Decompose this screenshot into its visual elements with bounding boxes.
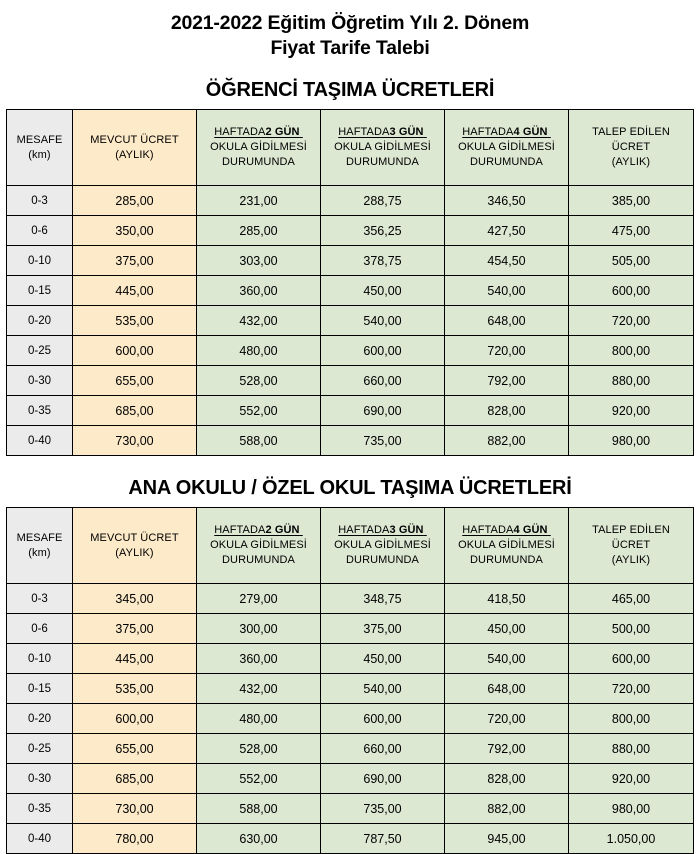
cell-haftada-4-gun: 828,00 bbox=[445, 396, 569, 426]
table-row bbox=[7, 396, 694, 426]
cell-talep-edilen-ucret: 800,00 bbox=[569, 704, 694, 734]
cell-mesafe: 0-15 bbox=[7, 276, 73, 306]
cell-haftada-2-gun: 588,00 bbox=[197, 426, 321, 456]
cell-mevcut-ucret: 350,00 bbox=[73, 216, 197, 246]
cell-mesafe: 0-35 bbox=[7, 396, 73, 426]
table-header-ana-okulu bbox=[7, 508, 694, 584]
cell-haftada-4-gun: 882,00 bbox=[445, 426, 569, 456]
col-header-2gun-trail bbox=[300, 126, 303, 138]
col-header-4gun-strong: 4 GÜN bbox=[513, 126, 548, 138]
header-row bbox=[7, 110, 694, 186]
cell-mesafe: 0-40 bbox=[7, 426, 73, 456]
col-header-2gun-line-1 bbox=[200, 523, 317, 538]
col-header-4gun-line-3: DURUMUNDA bbox=[469, 554, 543, 566]
cell-mesafe: 0-20 bbox=[7, 306, 73, 336]
cell-mesafe: 0-10 bbox=[7, 644, 73, 674]
cell-haftada-4-gun: 792,00 bbox=[445, 734, 569, 764]
table-body-ana-okulu bbox=[7, 584, 694, 854]
cell-talep-edilen-ucret: 500,00 bbox=[569, 614, 694, 644]
cell-haftada-3-gun: 288,75 bbox=[321, 186, 445, 216]
table-row bbox=[7, 366, 694, 396]
cell-mevcut-ucret: 600,00 bbox=[73, 336, 197, 366]
cell-mesafe: 0-25 bbox=[7, 336, 73, 366]
col-header-mevcut-line-1: MEVCUT ÜCRET bbox=[90, 133, 179, 146]
cell-haftada-2-gun: 480,00 bbox=[197, 704, 321, 734]
cell-haftada-2-gun: 279,00 bbox=[197, 584, 321, 614]
cell-haftada-2-gun: 630,00 bbox=[197, 824, 321, 854]
cell-haftada-2-gun: 528,00 bbox=[197, 734, 321, 764]
col-header-haftada-4-gun bbox=[445, 110, 569, 186]
table-row bbox=[7, 824, 694, 854]
cell-mevcut-ucret: 445,00 bbox=[73, 276, 197, 306]
col-header-talep-line-1: TALEP EDİLEN bbox=[592, 126, 670, 138]
col-header-haftada-2-gun bbox=[197, 508, 321, 584]
col-header-4gun-line-2: OKULA GİDİLMESİ bbox=[458, 539, 555, 551]
cell-haftada-3-gun: 690,00 bbox=[321, 764, 445, 794]
section-heading-ana-okulu: ANA OKULU / ÖZEL OKUL TAŞIMA ÜCRETLERİ bbox=[128, 477, 572, 499]
col-header-mesafe-line-1: MESAFE bbox=[16, 133, 63, 146]
table-body-ogrenci bbox=[7, 186, 694, 456]
cell-haftada-3-gun: 540,00 bbox=[321, 674, 445, 704]
cell-haftada-2-gun: 231,00 bbox=[197, 186, 321, 216]
section-heading-ogrenci: ÖĞRENCİ TAŞIMA ÜCRETLERİ bbox=[205, 79, 495, 101]
col-header-2gun-pre: HAFTADA bbox=[214, 524, 266, 536]
cell-talep-edilen-ucret: 920,00 bbox=[569, 764, 694, 794]
cell-haftada-2-gun: 285,00 bbox=[197, 216, 321, 246]
cell-haftada-3-gun: 600,00 bbox=[321, 336, 445, 366]
table-row bbox=[7, 794, 694, 824]
cell-talep-edilen-ucret: 465,00 bbox=[569, 584, 694, 614]
col-header-3gun-line-3: DURUMUNDA bbox=[345, 156, 419, 168]
cell-haftada-4-gun: 720,00 bbox=[445, 704, 569, 734]
col-header-haftada-2-gun bbox=[197, 110, 321, 186]
cell-mevcut-ucret: 655,00 bbox=[73, 734, 197, 764]
col-header-4gun-line-1 bbox=[448, 523, 565, 538]
col-header-2gun-line-1 bbox=[200, 125, 317, 140]
cell-haftada-4-gun: 648,00 bbox=[445, 674, 569, 704]
col-header-haftada-3-gun bbox=[321, 508, 445, 584]
cell-haftada-3-gun: 787,50 bbox=[321, 824, 445, 854]
col-header-3gun-trail bbox=[424, 126, 427, 138]
col-header-haftada-3-gun bbox=[321, 110, 445, 186]
table-row bbox=[7, 734, 694, 764]
cell-talep-edilen-ucret: 600,00 bbox=[569, 276, 694, 306]
cell-haftada-3-gun: 660,00 bbox=[321, 366, 445, 396]
cell-haftada-2-gun: 588,00 bbox=[197, 794, 321, 824]
cell-haftada-4-gun: 792,00 bbox=[445, 366, 569, 396]
cell-haftada-4-gun: 720,00 bbox=[445, 336, 569, 366]
cell-haftada-2-gun: 432,00 bbox=[197, 674, 321, 704]
cell-haftada-3-gun: 660,00 bbox=[321, 734, 445, 764]
col-header-2gun-line-2: OKULA GİDİLMESİ bbox=[210, 141, 307, 153]
cell-haftada-3-gun: 540,00 bbox=[321, 306, 445, 336]
table-wrapper-ogrenci bbox=[0, 109, 700, 456]
cell-talep-edilen-ucret: 980,00 bbox=[569, 426, 694, 456]
header-row bbox=[7, 508, 694, 584]
cell-mevcut-ucret: 345,00 bbox=[73, 584, 197, 614]
col-header-3gun-strong: 3 GÜN bbox=[389, 126, 424, 138]
cell-haftada-4-gun: 828,00 bbox=[445, 764, 569, 794]
table-row bbox=[7, 186, 694, 216]
table-header-ogrenci bbox=[7, 110, 694, 186]
document-title-line-1: 2021-2022 Eğitim Öğretim Yılı 2. Dönem bbox=[170, 12, 530, 34]
col-header-mesafe bbox=[7, 110, 73, 186]
col-header-talep-edilen-ucret bbox=[569, 508, 694, 584]
cell-mesafe: 0-30 bbox=[7, 764, 73, 794]
table-row bbox=[7, 584, 694, 614]
cell-mevcut-ucret: 375,00 bbox=[73, 614, 197, 644]
cell-mesafe: 0-20 bbox=[7, 704, 73, 734]
cell-mesafe: 0-25 bbox=[7, 734, 73, 764]
col-header-mevcut-line-1: MEVCUT ÜCRET bbox=[90, 531, 179, 544]
cell-haftada-2-gun: 303,00 bbox=[197, 246, 321, 276]
cell-haftada-3-gun: 375,00 bbox=[321, 614, 445, 644]
col-header-talep-edilen-ucret bbox=[569, 110, 694, 186]
col-header-2gun-line-2: OKULA GİDİLMESİ bbox=[210, 539, 307, 551]
cell-mesafe: 0-40 bbox=[7, 824, 73, 854]
col-header-4gun-line-2: OKULA GİDİLMESİ bbox=[458, 141, 555, 153]
document-title-line-2: Fiyat Tarife Talebi bbox=[270, 37, 430, 59]
col-header-4gun-strong: 4 GÜN bbox=[513, 524, 548, 536]
cell-haftada-4-gun: 540,00 bbox=[445, 644, 569, 674]
fare-table-ana-okulu bbox=[6, 507, 694, 854]
cell-mevcut-ucret: 375,00 bbox=[73, 246, 197, 276]
col-header-2gun-line-3: DURUMUNDA bbox=[221, 156, 295, 168]
col-header-talep-line-3: (AYLIK) bbox=[611, 554, 651, 566]
cell-haftada-2-gun: 552,00 bbox=[197, 764, 321, 794]
cell-haftada-3-gun: 600,00 bbox=[321, 704, 445, 734]
cell-haftada-3-gun: 735,00 bbox=[321, 794, 445, 824]
cell-haftada-4-gun: 450,00 bbox=[445, 614, 569, 644]
table-row bbox=[7, 246, 694, 276]
col-header-mevcut-ucret bbox=[73, 508, 197, 584]
cell-haftada-3-gun: 690,00 bbox=[321, 396, 445, 426]
col-header-talep-line-2: ÜCRET bbox=[611, 539, 651, 551]
col-header-3gun-line-3: DURUMUNDA bbox=[345, 554, 419, 566]
col-header-2gun-pre: HAFTADA bbox=[214, 126, 266, 138]
cell-talep-edilen-ucret: 800,00 bbox=[569, 336, 694, 366]
cell-mevcut-ucret: 535,00 bbox=[73, 674, 197, 704]
col-header-3gun-trail bbox=[424, 524, 427, 536]
col-header-mevcut-line-2: (AYLIK) bbox=[115, 148, 154, 161]
col-header-3gun-strong: 3 GÜN bbox=[389, 524, 424, 536]
cell-mesafe: 0-15 bbox=[7, 674, 73, 704]
cell-haftada-4-gun: 427,50 bbox=[445, 216, 569, 246]
col-header-haftada-4-gun bbox=[445, 508, 569, 584]
table-row bbox=[7, 216, 694, 246]
col-header-3gun-line-2: OKULA GİDİLMESİ bbox=[334, 539, 431, 551]
cell-mesafe: 0-3 bbox=[7, 186, 73, 216]
cell-haftada-2-gun: 432,00 bbox=[197, 306, 321, 336]
cell-haftada-4-gun: 454,50 bbox=[445, 246, 569, 276]
cell-talep-edilen-ucret: 880,00 bbox=[569, 734, 694, 764]
cell-haftada-4-gun: 945,00 bbox=[445, 824, 569, 854]
cell-haftada-4-gun: 418,50 bbox=[445, 584, 569, 614]
cell-talep-edilen-ucret: 720,00 bbox=[569, 674, 694, 704]
cell-haftada-4-gun: 882,00 bbox=[445, 794, 569, 824]
cell-talep-edilen-ucret: 980,00 bbox=[569, 794, 694, 824]
cell-haftada-2-gun: 360,00 bbox=[197, 276, 321, 306]
col-header-2gun-line-3: DURUMUNDA bbox=[221, 554, 295, 566]
col-header-mesafe-line-2: (km) bbox=[28, 546, 51, 559]
cell-mevcut-ucret: 730,00 bbox=[73, 426, 197, 456]
table-row bbox=[7, 644, 694, 674]
cell-haftada-3-gun: 356,25 bbox=[321, 216, 445, 246]
cell-mesafe: 0-3 bbox=[7, 584, 73, 614]
cell-haftada-4-gun: 346,50 bbox=[445, 186, 569, 216]
col-header-4gun-pre: HAFTADA bbox=[462, 524, 514, 536]
col-header-3gun-pre: HAFTADA bbox=[338, 524, 390, 536]
cell-mevcut-ucret: 730,00 bbox=[73, 794, 197, 824]
col-header-4gun-trail bbox=[548, 126, 551, 138]
cell-mesafe: 0-10 bbox=[7, 246, 73, 276]
cell-haftada-2-gun: 552,00 bbox=[197, 396, 321, 426]
col-header-3gun-line-1 bbox=[324, 523, 441, 538]
cell-talep-edilen-ucret: 600,00 bbox=[569, 644, 694, 674]
col-header-2gun-strong: 2 GÜN bbox=[265, 524, 300, 536]
cell-haftada-3-gun: 378,75 bbox=[321, 246, 445, 276]
table-row bbox=[7, 704, 694, 734]
cell-talep-edilen-ucret: 920,00 bbox=[569, 396, 694, 426]
cell-haftada-3-gun: 735,00 bbox=[321, 426, 445, 456]
cell-talep-edilen-ucret: 385,00 bbox=[569, 186, 694, 216]
cell-mesafe: 0-30 bbox=[7, 366, 73, 396]
fare-table-ogrenci bbox=[6, 109, 694, 456]
cell-haftada-2-gun: 528,00 bbox=[197, 366, 321, 396]
col-header-talep-line-1: TALEP EDİLEN bbox=[592, 524, 670, 536]
col-header-mevcut-line-2: (AYLIK) bbox=[115, 546, 154, 559]
cell-mevcut-ucret: 655,00 bbox=[73, 366, 197, 396]
cell-haftada-3-gun: 450,00 bbox=[321, 644, 445, 674]
cell-mesafe: 0-6 bbox=[7, 216, 73, 246]
col-header-4gun-pre: HAFTADA bbox=[462, 126, 514, 138]
cell-talep-edilen-ucret: 880,00 bbox=[569, 366, 694, 396]
col-header-mesafe bbox=[7, 508, 73, 584]
col-header-4gun-line-1 bbox=[448, 125, 565, 140]
col-header-mesafe-line-1: MESAFE bbox=[16, 531, 63, 544]
table-row bbox=[7, 276, 694, 306]
col-header-3gun-line-1 bbox=[324, 125, 441, 140]
col-header-talep-line-2: ÜCRET bbox=[611, 141, 651, 153]
table-row bbox=[7, 614, 694, 644]
cell-mevcut-ucret: 600,00 bbox=[73, 704, 197, 734]
cell-mesafe: 0-35 bbox=[7, 794, 73, 824]
col-header-4gun-line-3: DURUMUNDA bbox=[469, 156, 543, 168]
cell-haftada-3-gun: 450,00 bbox=[321, 276, 445, 306]
cell-mevcut-ucret: 535,00 bbox=[73, 306, 197, 336]
cell-mevcut-ucret: 445,00 bbox=[73, 644, 197, 674]
cell-haftada-4-gun: 648,00 bbox=[445, 306, 569, 336]
cell-haftada-2-gun: 300,00 bbox=[197, 614, 321, 644]
col-header-talep-line-3: (AYLIK) bbox=[611, 156, 651, 168]
cell-mevcut-ucret: 780,00 bbox=[73, 824, 197, 854]
table-row bbox=[7, 764, 694, 794]
cell-haftada-4-gun: 540,00 bbox=[445, 276, 569, 306]
cell-talep-edilen-ucret: 1.050,00 bbox=[569, 824, 694, 854]
table-row bbox=[7, 674, 694, 704]
cell-talep-edilen-ucret: 720,00 bbox=[569, 306, 694, 336]
col-header-3gun-line-2: OKULA GİDİLMESİ bbox=[334, 141, 431, 153]
col-header-4gun-trail bbox=[548, 524, 551, 536]
table-row bbox=[7, 306, 694, 336]
cell-mevcut-ucret: 685,00 bbox=[73, 764, 197, 794]
cell-mevcut-ucret: 685,00 bbox=[73, 396, 197, 426]
cell-haftada-3-gun: 348,75 bbox=[321, 584, 445, 614]
col-header-2gun-trail bbox=[300, 524, 303, 536]
col-header-mevcut-ucret bbox=[73, 110, 197, 186]
cell-haftada-2-gun: 360,00 bbox=[197, 644, 321, 674]
cell-mevcut-ucret: 285,00 bbox=[73, 186, 197, 216]
cell-talep-edilen-ucret: 475,00 bbox=[569, 216, 694, 246]
cell-talep-edilen-ucret: 505,00 bbox=[569, 246, 694, 276]
table-row bbox=[7, 336, 694, 366]
table-wrapper-ana-okulu bbox=[0, 507, 700, 854]
cell-haftada-2-gun: 480,00 bbox=[197, 336, 321, 366]
table-row bbox=[7, 426, 694, 456]
col-header-2gun-strong: 2 GÜN bbox=[265, 126, 300, 138]
document-title bbox=[0, 0, 700, 61]
cell-mesafe: 0-6 bbox=[7, 614, 73, 644]
col-header-3gun-pre: HAFTADA bbox=[338, 126, 390, 138]
col-header-mesafe-line-2: (km) bbox=[28, 148, 51, 161]
